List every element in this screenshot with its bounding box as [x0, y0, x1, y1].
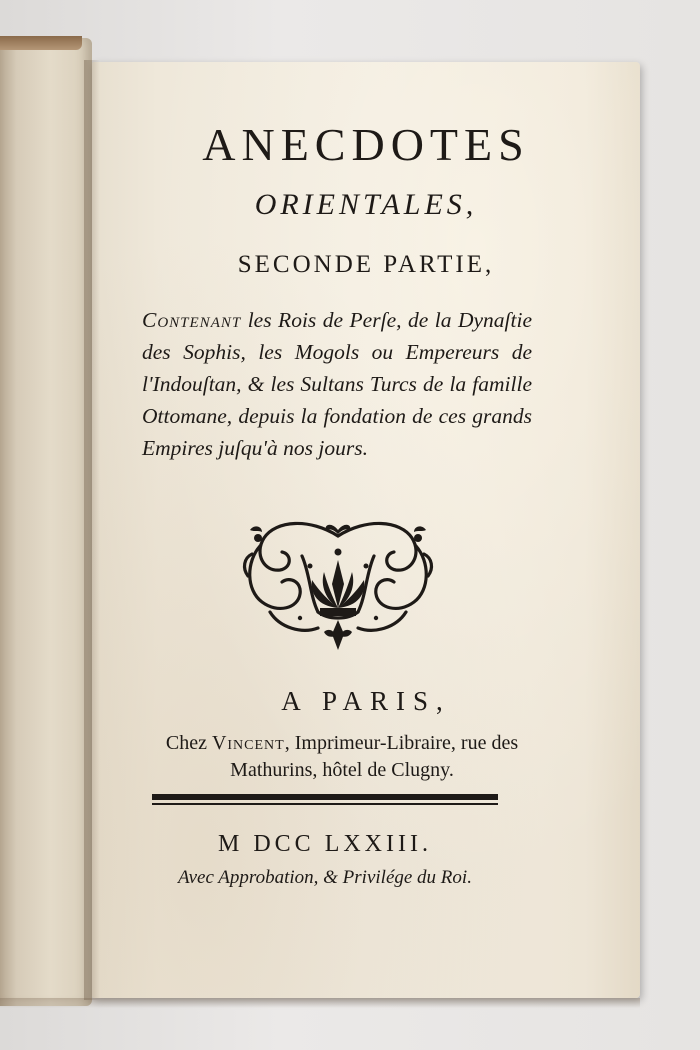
approbation-line: Avec Approbation, & Privilége du Roi.: [178, 867, 472, 888]
page-gutter-shadow: [84, 60, 100, 1000]
title-page-content: [92, 62, 640, 998]
rule-thin: [152, 803, 498, 805]
fleuron-ornament-icon: [240, 516, 436, 652]
publication-year: M DCC LXXIII.: [218, 831, 432, 857]
description-lead: Contenant: [142, 308, 242, 332]
double-rule-divider: [152, 794, 498, 806]
book-cover-edge: [0, 38, 92, 1006]
book-description: [142, 304, 532, 464]
imprint-publisher: [132, 730, 552, 784]
book-spine-top: [0, 36, 82, 50]
publisher-name: Vincent: [211, 732, 285, 754]
book-subtitle: ORIENTALES,: [254, 188, 478, 221]
title-page: [92, 62, 640, 998]
book-bottom-shadow: [0, 998, 640, 1008]
publisher-prefix: Chez: [165, 732, 212, 754]
book-title: ANECDOTES: [202, 119, 530, 170]
rule-thick: [152, 794, 498, 800]
book-part: SECONDE PARTIE,: [237, 251, 495, 278]
imprint-city: A PARIS,: [281, 686, 451, 716]
publisher-address: , Imprimeur-Libraire, rue des Mathurins, hôtel de Clugny.: [230, 732, 519, 781]
description-body: les Rois de Perſe, de la Dynaſtie des Sophis, les Mogols ou Empereurs de l'Indouſtan, & les Sultans Turcs de la famille Ottomane, depuis la fondation de ces grands Empires juſqu'à nos jours.: [142, 308, 532, 460]
